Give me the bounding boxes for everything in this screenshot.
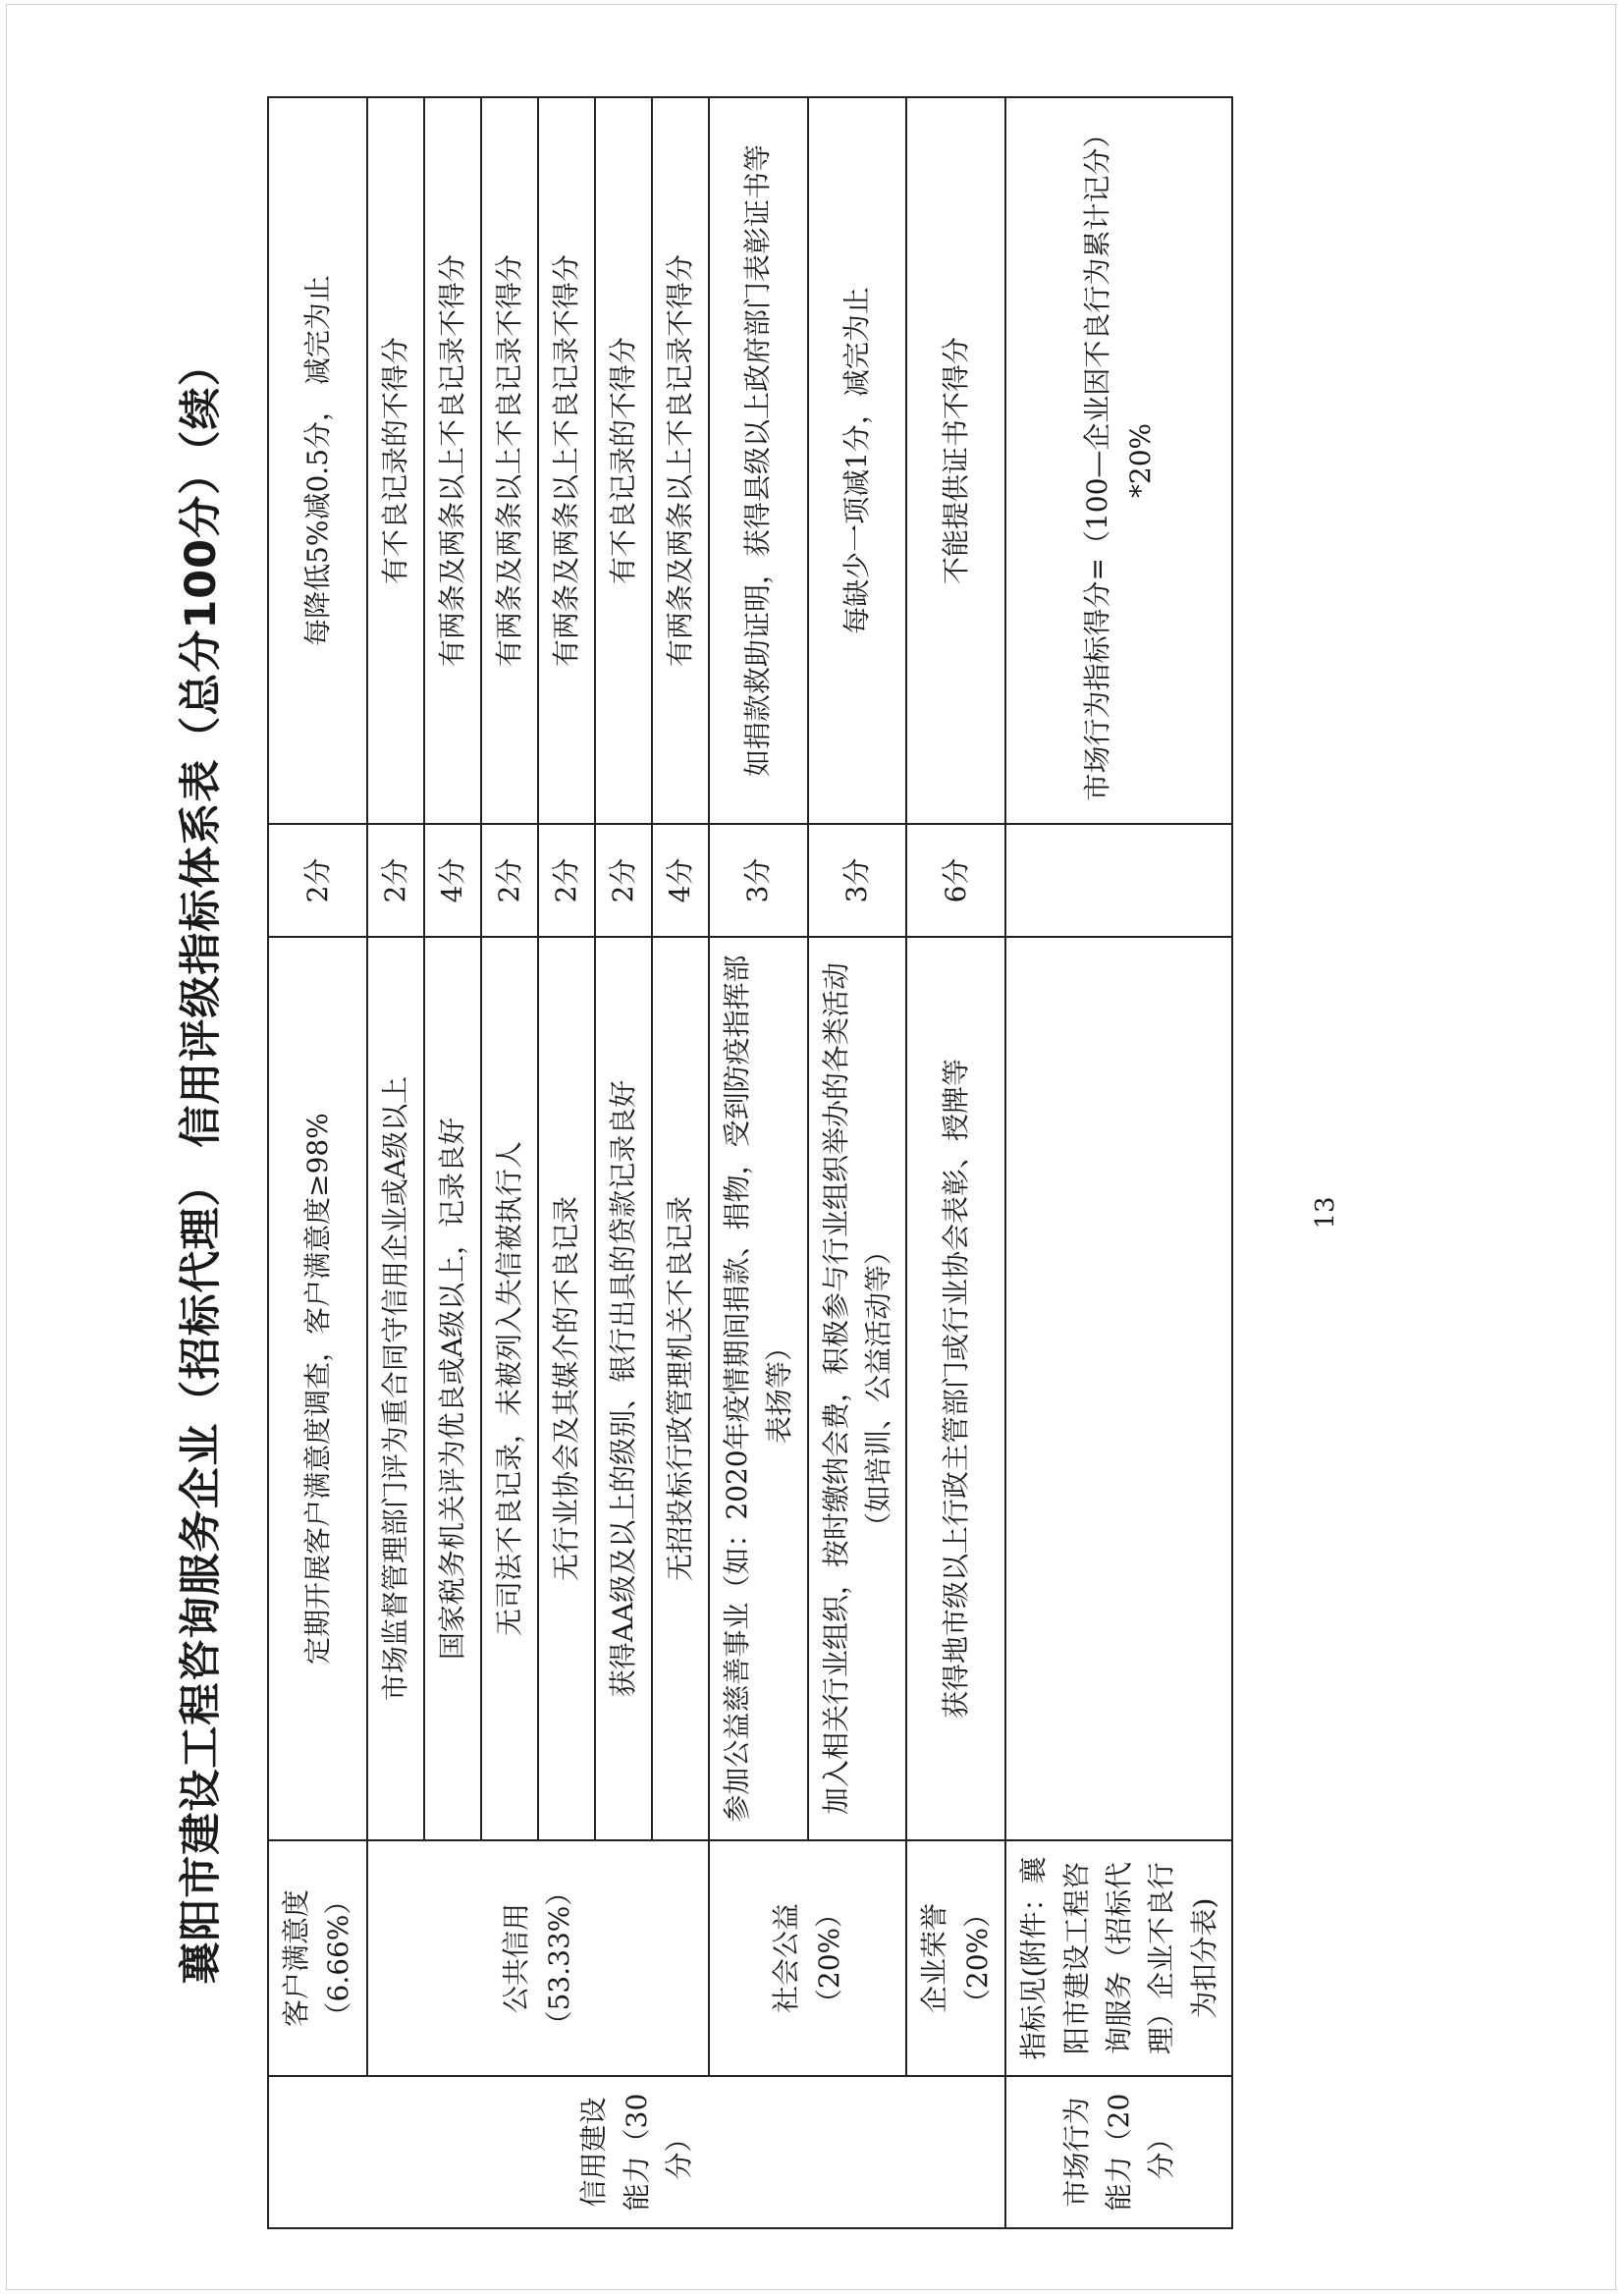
item-social-welfare: 社会公益（20%） xyxy=(709,1840,907,2076)
score-cell: 2分 xyxy=(595,824,652,937)
table-row xyxy=(268,97,367,2228)
score-cell: 6分 xyxy=(906,824,1005,937)
score-cell xyxy=(1005,824,1232,937)
page-number: 13 xyxy=(1311,1196,1340,1230)
item-market-behavior-reference: 指标见(附件：襄阳市建设工程咨询服务（招标代理）企业不良行为扣分表) xyxy=(1005,1840,1232,2076)
criterion-cell: 国家税务机关评为优良或A级以上，记录良好 xyxy=(424,937,481,1840)
score-cell: 4分 xyxy=(652,824,709,937)
table-row xyxy=(906,97,1005,2228)
table-row xyxy=(709,97,808,2228)
rule-cell: 有两条及两条以上不良记录不得分 xyxy=(424,97,481,824)
rule-cell: 如捐款救助证明，获得县级以上政府部门表彰证书等 xyxy=(709,97,808,824)
criterion-cell: 无行业协会及其媒介的不良记录 xyxy=(538,937,595,1840)
score-cell: 2分 xyxy=(538,824,595,937)
criterion-cell: 参加公益慈善事业（如：2020年疫情期间捐款、捐物，受到防疫指挥部表扬等） xyxy=(709,937,808,1840)
rule-cell: 市场行为指标得分=（100—企业因不良行为累计记分） *20% xyxy=(1005,97,1232,824)
score-cell: 2分 xyxy=(481,824,538,937)
rule-cell: 有不良记录的不得分 xyxy=(367,97,424,824)
score-cell: 2分 xyxy=(268,824,367,937)
credit-rating-table xyxy=(267,96,1233,2229)
criterion-cell: 获得AA级及以上的级别、银行出具的贷款记录良好 xyxy=(595,937,652,1840)
table-row xyxy=(1005,97,1232,2228)
rule-cell: 有两条及两条以上不良记录不得分 xyxy=(538,97,595,824)
rotated-page-content xyxy=(157,98,1340,2229)
rule-cell: 有不良记录的不得分 xyxy=(595,97,652,824)
score-cell: 3分 xyxy=(709,824,808,937)
group-credit-building: 信用建设能力（30分） xyxy=(268,2076,1005,2228)
table-row xyxy=(367,97,424,2228)
item-enterprise-honor: 企业荣誉（20%） xyxy=(906,1840,1005,2076)
criterion-cell: 无招投标行政管理机关不良记录 xyxy=(652,937,709,1840)
criterion-cell: 市场监督管理部门评为重合同守信用企业或A级以上 xyxy=(367,937,424,1840)
rule-cell: 每缺少一项减1分，减完为止 xyxy=(808,97,907,824)
criterion-cell: 加入相关行业组织，按时缴纳会费，积极参与行业组织举办的各类活动（如培训、公益活动等） xyxy=(808,937,907,1840)
item-customer-satisfaction: 客户满意度（6.66%） xyxy=(268,1840,367,2076)
score-cell: 4分 xyxy=(424,824,481,937)
group-market-behavior: 市场行为能力（20分） xyxy=(1005,2076,1232,2228)
document-title: 襄阳市建设工程咨询服务企业（招标代理） 信用评级指标体系表（总分100分）（续） xyxy=(177,343,226,1985)
criterion-cell: 定期开展客户满意度调查，客户满意度≥98% xyxy=(268,937,367,1840)
score-cell: 2分 xyxy=(367,824,424,937)
criterion-cell: 无司法不良记录，未被列入失信被执行人 xyxy=(481,937,538,1840)
rule-cell: 每降低5%减0.5分， 减完为止 xyxy=(268,97,367,824)
item-public-credit: 公共信用（53.33%） xyxy=(367,1840,709,2076)
rule-cell: 有两条及两条以上不良记录不得分 xyxy=(481,97,538,824)
rule-cell: 有两条及两条以上不良记录不得分 xyxy=(652,97,709,824)
score-cell: 3分 xyxy=(808,824,907,937)
criterion-cell: 获得地市级以上行政主管部门或行业协会表彰、授牌等 xyxy=(906,937,1005,1840)
criterion-cell xyxy=(1005,937,1232,1840)
rule-cell: 不能提供证书不得分 xyxy=(906,97,1005,824)
